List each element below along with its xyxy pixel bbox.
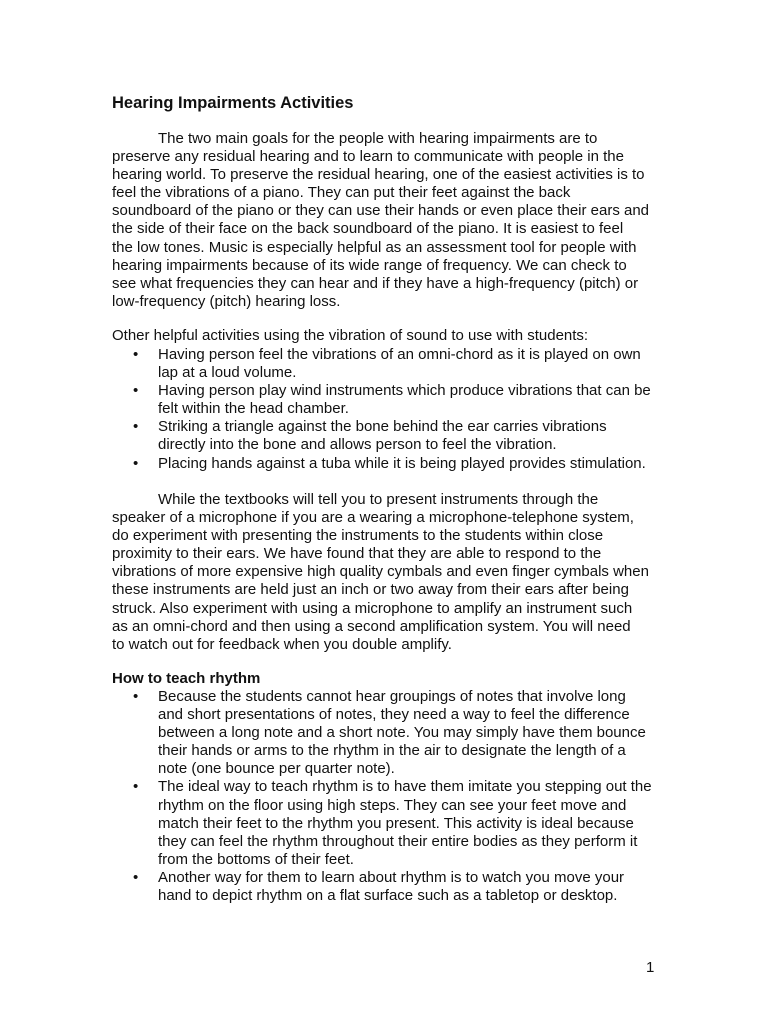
list-item	[112, 455, 672, 473]
paragraph-line: feel the vibrations of a piano. They can put their feet against the back	[112, 184, 571, 202]
paragraph-line: hearing impairments because of its wide range of frequency. We can check to	[112, 256, 627, 274]
experiment-paragraph	[112, 491, 649, 654]
list-item-line: Striking a triangle against the bone behind the ear carries vibrations	[158, 418, 607, 436]
page-title: Hearing Impairments Activities	[112, 94, 354, 112]
bullet-icon: •	[133, 382, 139, 400]
list-item-line: Having person play wind instruments which produce vibrations that can be	[158, 382, 651, 400]
paragraph-line: Other helpful activities using the vibration of sound to use with students:	[112, 327, 589, 344]
paragraph-line: as an omni-chord and then using a second amplification system. You will need	[112, 617, 631, 635]
list-item-line: their hands or arms to the rhythm in the air to designate the length of a	[158, 742, 626, 760]
list-item-line: they can feel the rhythm throughout their entire bodies as they perform it	[158, 832, 638, 850]
list-item-line: The ideal way to teach rhythm is to have them imitate you stepping out the	[158, 778, 652, 796]
paragraph-line: do experiment with presenting the instruments to the students within close	[112, 527, 604, 545]
paragraph-line: While the textbooks will tell you to present instruments through the	[158, 491, 599, 508]
bullet-icon: •	[133, 778, 139, 796]
paragraph-line: vibrations of more expensive high quality cymbals and even finger cymbals when	[112, 563, 649, 581]
list-item-line: Because the students cannot hear groupings of notes that involve long	[158, 688, 626, 705]
list-item-line: Another way for them to learn about rhythm is to watch you move your	[158, 868, 625, 886]
bullet-icon: •	[133, 688, 139, 705]
bullet-icon: •	[133, 418, 139, 436]
list-item-line: and short presentations of notes, they need a way to feel the difference	[158, 706, 630, 724]
list-item-line: lap at a loud volume.	[158, 364, 297, 382]
paragraph-line: preserve any residual hearing and to learn to communicate with people in the	[112, 148, 624, 166]
paragraph-line: The two main goals for the people with hearing impairments are to	[158, 130, 598, 147]
rhythm-tips-list	[112, 688, 672, 905]
section-heading: How to teach rhythm	[112, 670, 261, 687]
list-item-line: match their feet to the rhythm you present. This activity is ideal because	[158, 814, 634, 832]
list-item	[112, 688, 672, 778]
list-item-line: Having person feel the vibrations of an omni-chord as it is played on own	[158, 346, 641, 363]
list-item	[112, 346, 672, 382]
list-item-line: directly into the bone and allows person to feel the vibration.	[158, 436, 557, 454]
bullet-icon: •	[133, 454, 139, 472]
paragraph-line: these instruments are held just an inch or two away from their ears after being	[112, 581, 629, 599]
list-item-line: between a long note and a short note. You may simply have them bounce	[158, 724, 646, 742]
paragraph-line: the low tones. Music is especially helpful as an assessment tool for people with	[112, 238, 637, 256]
list-item-line: hand to depict rhythm on a flat surface such as a tabletop or desktop.	[158, 887, 618, 905]
paragraph-line: the side of their face on the back soundboard of the piano. It is easiest to feel	[112, 220, 624, 238]
list-item	[112, 382, 672, 418]
bullet-icon: •	[133, 346, 139, 363]
paragraph-line: to watch out for feedback when you double amplify.	[112, 635, 452, 653]
list-item-line: from the bottoms of their feet.	[158, 850, 354, 868]
list-item-line: Placing hands against a tuba while it is being played provides stimulation.	[158, 454, 646, 472]
vibration-activities-list	[112, 346, 672, 473]
paragraph-line: struck. Also experiment with using a microphone to amplify an instrument such	[112, 599, 633, 617]
paragraph-line: proximity to their ears. We have found that they are able to respond to the	[112, 545, 602, 563]
activities-lead-in	[112, 327, 588, 345]
paragraph-line: speaker of a microphone if you are a wearing a microphone-telephone system,	[112, 509, 634, 527]
paragraph-line: see what frequencies they can hear and if they have a high-frequency (pitch) or	[112, 274, 639, 292]
page-number: 1	[646, 959, 655, 976]
list-item	[112, 778, 672, 868]
list-item-line: rhythm on the floor using high steps. They can see your feet move and	[158, 796, 627, 814]
list-item-line: note (one bounce per quarter note).	[158, 760, 395, 778]
paragraph-line: soundboard of the piano or they can use their hands or even place their ears and	[112, 202, 650, 220]
bullet-icon: •	[133, 868, 139, 886]
list-item	[112, 869, 672, 905]
list-item-line: felt within the head chamber.	[158, 400, 349, 418]
list-item	[112, 418, 672, 454]
paragraph-line: hearing world. To preserve the residual hearing, one of the easiest activities is to	[112, 166, 645, 184]
intro-paragraph	[112, 130, 649, 311]
paragraph-line: low-frequency (pitch) hearing loss.	[112, 292, 341, 310]
